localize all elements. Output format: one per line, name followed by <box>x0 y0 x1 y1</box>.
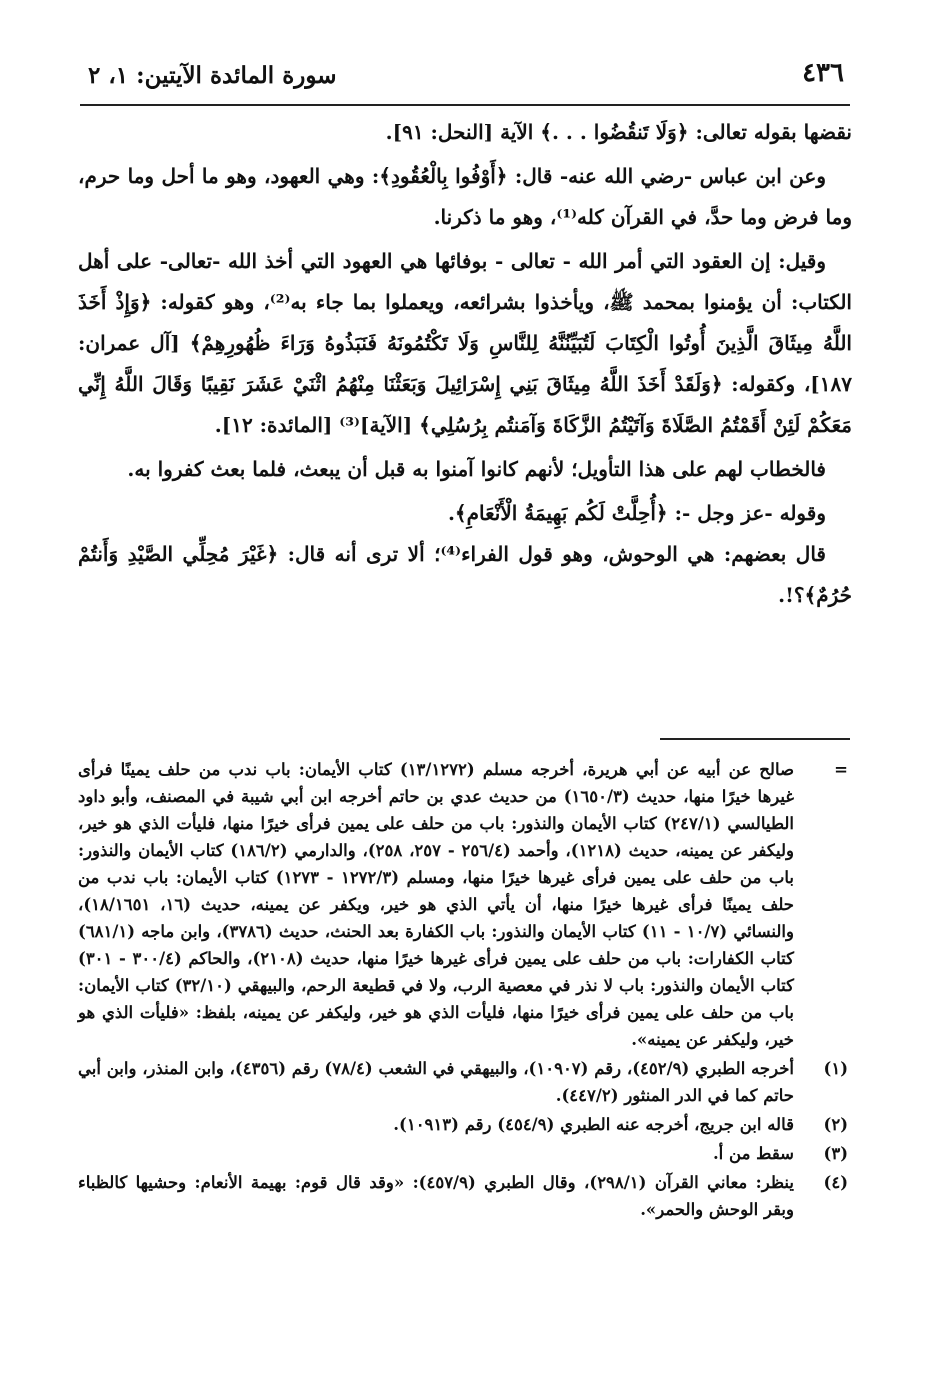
footnote-text: قاله ابن جريج، أخرجه عنه الطبري (٤٥٤/٩) رقم (١٠٩١٣). <box>393 1115 794 1134</box>
footnote-mark: (٤) <box>823 1173 848 1192</box>
paragraph: نقضها بقوله تعالى: ﴿وَلَا تَنقُضُوا . . .﴾ الآية [النحل: ٩١]. <box>385 120 852 144</box>
footnote-separator <box>660 738 850 740</box>
paragraph: وقوله -عز وجل -: ﴿أُحِلَّتْ لَكُم بَهِيمَةُ الْأَنْعَامِ﴾. <box>447 501 826 525</box>
footnote-text: أخرجه الطبري (٤٥٢/٩)، رقم (١٠٩٠٧)، والبيهقي في الشعب (٧٨/٤) رقم (٤٣٥٦)، وابن المنذر، وابن أبي حاتم كما في الدر المنثور (٤٤٧/٢). <box>78 1059 795 1105</box>
footnote-mark: = <box>834 760 848 779</box>
paragraph: فالخطاب لهم على هذا التأويل؛ لأنهم كانوا آمنوا به قبل أن يبعث، فلما بعث كفروا به. <box>127 457 826 481</box>
footnote <box>78 1111 852 1138</box>
footnote <box>78 1140 852 1167</box>
footnote-text: صالح عن أبيه عن أبي هريرة، أخرجه مسلم (١٣/١٢٧٢) كتاب الأيمان: باب ندب من حلف يمينًا فرأى غيرها خيرًا منها، حديث (١٦٥٠/٣) من حديث عدي بن حاتم أخرجه ابن أبي شيبة في المصنف، وأبو داود الطيالسي (٢٤٧/١) كتاب الأيمان والنذور: باب من حلف على يمين فرأى خيرًا منها، فليأت الذي هو خير، وليكفر عن يمينه، حديث (١٢١٨)، وأحمد (٢٥٦/٤ - ٢٥٧، ٢٥٨)، والدارمي (١٨٦/٢) كتاب الأيمان والنذور: باب من حلف على يمين فرأى غيرها خيرًا منها، ومسلم (١٢٧٢/٣ - ١٢٧٣) كتاب الأيمان: باب ندب من حلف يمينًا فرأى غيرها خيرًا منها، أن يأتي الذي هو خير، ويكفر عن يمينه، حديث (١٦، ١٨/١٦٥١)، والنسائي (١٠/٧ - ١١) كتاب الأيمان والنذور: باب الكفارة بعد الحنث، حديث (٣٧٨٦)، وابن ماجه (٦٨١/١) كتاب الكفارات: باب من حلف على يمين فرأى غيرها خيرًا منها، حديث (٢١٠٨)، والحاكم (٣٠٠/٤ - ٣٠١) كتاب الأيمان والنذور: باب لا نذر في معصية الرب، ولا في قطيعة الرحم، والبيهقي (٣٢/١٠) كتاب الأيمان: باب من حلف على يمين فرأى خيرًا منها، فليأت الذي هو خير، وليكفر عن يمينه، بلفظ: «فليأت الذي هو خير، وليكفر عن يمينه». <box>78 760 795 1049</box>
paragraph: وقيل: إن العقود التي أمر الله - تعالى - بوفائها هي العهود التي أخذ الله -تعالى- على أهل الكتاب: أن يؤمنوا بمحمد ﷺ، ويأخذوا بشرائعه، ويعملوا بما جاء به⁽²⁾، وهو كقوله: ﴿وَإِذْ أَخَذَ اللَّهُ مِيثَاقَ الَّذِينَ أُوتُوا الْكِتَابَ لَتُبَيِّنُنَّهُ لِلنَّاسِ وَلَا تَكْتُمُونَهُ فَنَبَذُوهُ وَرَاءَ ظُهُورِهِمْ﴾ [آل عمران: ١٨٧]، وكقوله: ﴿وَلَقَدْ أَخَذَ اللَّهُ مِيثَاقَ بَنِي إِسْرَائِيلَ وَبَعَثْنَا مِنْهُمُ اثْنَيْ عَشَرَ نَقِيبًا وَقَالَ اللَّهُ إِنِّي مَعَكُمْ لَئِنْ أَقَمْتُمُ الصَّلَاةَ وَآتَيْتُمُ الزَّكَاةَ وَآمَنتُم بِرُسُلِي﴾ [الآية]⁽³⁾ [المائدة: ١٢]. <box>78 249 852 437</box>
main-text <box>78 112 852 616</box>
page-header <box>80 58 850 100</box>
running-title: سورة المائدة الآيتين: ١، ٢ <box>88 62 337 89</box>
footnote <box>78 1169 852 1223</box>
footnotes <box>78 756 852 1225</box>
footnote-mark: (٢) <box>823 1115 848 1134</box>
footnote <box>78 1055 852 1109</box>
footnote-mark: (١) <box>823 1059 848 1078</box>
footnote-text: ينظر: معاني القرآن (٢٩٨/١)، وقال الطبري (٤٥٧/٩): «وقد قال قوم: بهيمة الأنعام: وحشيها كالظباء وبقر الوحش والحمر». <box>78 1173 794 1219</box>
footnote-mark: (٣) <box>823 1144 848 1163</box>
paragraph: وعن ابن عباس -رضي الله عنه- قال: ﴿أَوْفُوا بِالْعُقُودِ﴾: وهي العهود، وهو ما أحل وما حرم، وما فرض وما حدَّ، في القرآن كله⁽¹⁾، وهو ما ذكرنا. <box>78 164 852 229</box>
paragraph: قال بعضهم: هي الوحوش، وهو قول الفراء⁽⁴⁾؛ ألا ترى أنه قال: ﴿غَيْرَ مُحِلِّي الصَّيْدِ وَأَنتُمْ حُرُمٌ﴾؟!. <box>78 542 852 607</box>
footnote-text: سقط من أ. <box>712 1144 794 1163</box>
page-number: ٤٣٦ <box>802 58 844 88</box>
header-rule <box>80 104 850 106</box>
footnote <box>78 756 852 1053</box>
